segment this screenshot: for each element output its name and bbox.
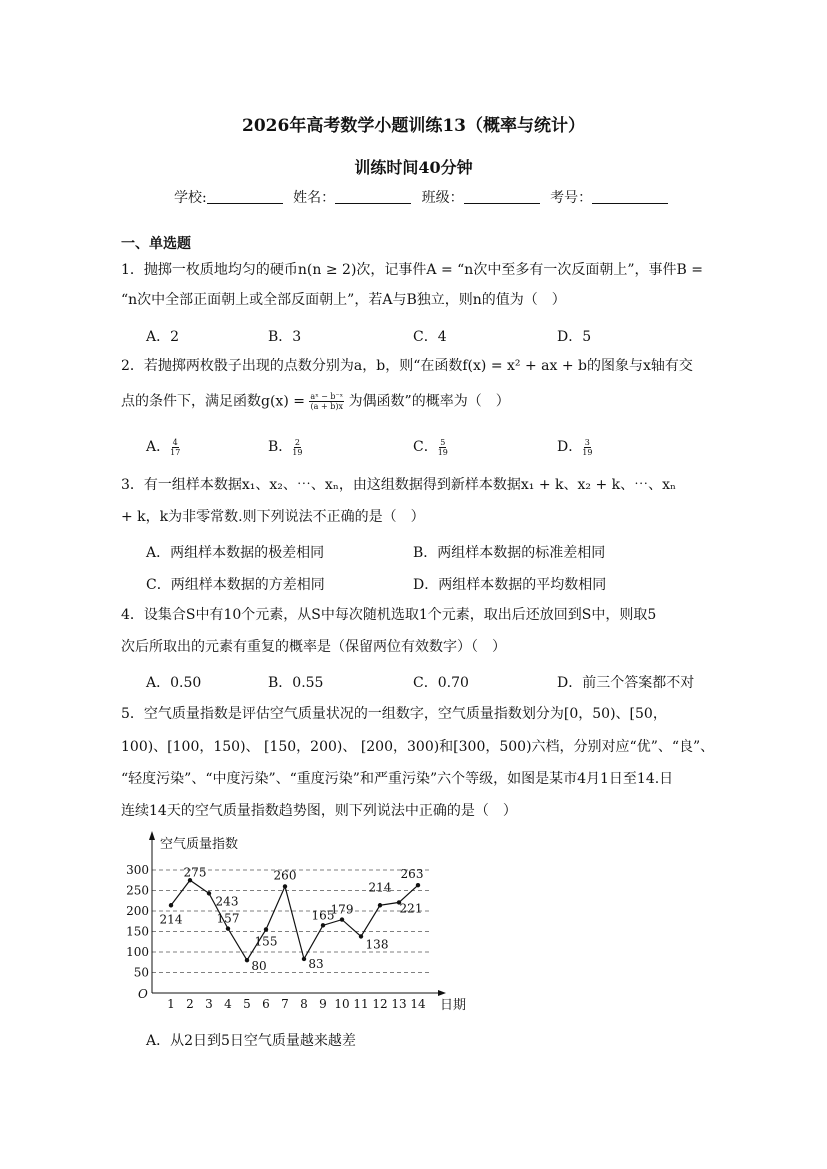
q3-line1: 3．有一组样本数据x₁、x₂、⋯、xₙ，由这组数据得到新样本数据x₁ + k、x₂ + k、⋯、xₙ <box>121 477 677 493</box>
q2-line2-post: 为偶函数”的概率为（ ） <box>348 393 510 410</box>
section-heading: 一、单选题 <box>121 236 191 252</box>
data-label: 80 <box>251 959 267 974</box>
q2-option-b-label: B． <box>268 439 293 455</box>
data-label: 214 <box>368 880 392 895</box>
q2-line1: 2．若抛掷两枚骰子出现的点数分别为a，b，则“在函数f(x) = x² + ax + b的图象与x轴有交 <box>121 358 693 374</box>
data-point <box>416 883 420 887</box>
q1-option-a[interactable]: A．2 <box>146 329 180 345</box>
x-tick-label: 12 <box>372 997 388 1011</box>
q4-option-d[interactable]: D．前三个答案都不对 <box>557 675 695 691</box>
air-quality-chart <box>120 828 480 1018</box>
data-point <box>340 917 344 921</box>
q5-line4: 连续14天的空气质量指数趋势图，则下列说法中正确的是（ ） <box>121 803 517 819</box>
q1-option-d[interactable]: D．5 <box>557 329 592 345</box>
q2-option-c-den: 19 <box>437 447 448 457</box>
y-tick-label: 250 <box>126 883 149 898</box>
q3-line2: + k，k为非零常数.则下列说法不正确的是（ ） <box>121 509 425 525</box>
data-point <box>245 958 249 962</box>
x-tick-label: 2 <box>186 997 194 1011</box>
data-label: 138 <box>365 937 389 952</box>
q1-option-c[interactable]: C．4 <box>413 329 447 345</box>
data-point <box>207 891 211 895</box>
q5-line1: 5．空气质量指数是评估空气质量状况的一组数字，空气质量指数划分为[0，50)、[50， <box>121 706 667 722</box>
name-label: 姓名： <box>293 190 336 206</box>
y-tick-label: 50 <box>133 965 149 980</box>
x-tick-label: 1 <box>167 997 175 1011</box>
y-axis-arrow <box>149 831 155 840</box>
q2-fraction-den: (a + b)x <box>310 402 343 411</box>
data-point <box>169 903 173 907</box>
data-point <box>283 884 287 888</box>
name-blank[interactable] <box>335 189 411 204</box>
data-point <box>359 934 363 938</box>
data-label: 243 <box>215 894 239 909</box>
class-blank[interactable] <box>464 189 540 204</box>
q1-line2: “n次中全部正面朝上或全部反面朝上”，若A与B独立，则n的值为（ ） <box>121 292 566 308</box>
q4-line1: 4．设集合S中有10个元素，从S中每次随机选取1个元素，取出后还放回到S中，则取5 <box>121 607 657 623</box>
q3-option-d[interactable]: D．两组样本数据的平均数相同 <box>413 577 607 593</box>
q2-option-b-frac <box>292 438 302 457</box>
q2-option-a-frac <box>170 438 180 457</box>
q5-line2: 100)、[100，150)、 [150，200)、 [200，300)和[300，500)六档，分别对应“优”、“良”、 <box>121 739 715 755</box>
q2-option-d-label: D． <box>557 439 583 455</box>
q1-line1: 1．抛掷一枚质地均匀的硬币n(n ≥ 2)次，记事件A = “n次中至多有一次反面朝上”，事件B = <box>121 262 703 278</box>
x-tick-label: 3 <box>205 997 213 1011</box>
x-tick-label: 14 <box>410 997 426 1011</box>
q2-fraction-num: aˣ − b⁻ˣ <box>310 392 344 401</box>
x-tick-label: 11 <box>353 997 369 1011</box>
q3-option-c[interactable]: C．两组样本数据的方差相同 <box>146 577 325 593</box>
y-tick-label: 300 <box>126 863 149 877</box>
data-label: 157 <box>216 911 240 926</box>
x-tick-label: 8 <box>300 997 308 1011</box>
q2-option-a-label: A． <box>146 439 171 455</box>
exam-number-blank[interactable] <box>592 189 668 204</box>
x-tick-label: 9 <box>319 997 327 1011</box>
y-axis-title: 空气质量指数 <box>160 837 239 852</box>
x-tick-label: 5 <box>243 997 251 1011</box>
x-axis-title: 日期 <box>440 998 467 1013</box>
q2-option-d-num: 3 <box>584 437 590 447</box>
q2-option-c-label: C． <box>413 439 438 455</box>
data-label: 260 <box>273 868 297 883</box>
data-label: 263 <box>400 867 424 882</box>
data-label: 179 <box>330 902 354 917</box>
school-label: 学校: <box>174 190 207 206</box>
q2-fraction <box>309 392 344 411</box>
x-tick-label: 13 <box>391 997 407 1011</box>
q1-option-b[interactable]: B．3 <box>268 329 302 345</box>
data-point <box>321 923 325 927</box>
page-subtitle: 训练时间40分钟 <box>354 158 473 177</box>
data-point <box>264 927 268 931</box>
info-fields <box>174 189 674 207</box>
data-label: 155 <box>254 934 278 949</box>
page-title: 2026年高考数学小题训练13（概率与统计） <box>242 116 585 136</box>
data-label: 275 <box>183 865 207 880</box>
data-label: 214 <box>159 912 183 927</box>
q2-line2-pre: 点的条件下，满足函数g(x) = <box>121 393 305 410</box>
q2-option-a[interactable] <box>146 436 180 457</box>
x-tick-label: 10 <box>334 997 350 1011</box>
y-tick-label: 150 <box>126 924 149 939</box>
data-label: 221 <box>399 901 423 916</box>
q2-option-c-frac <box>438 438 448 457</box>
y-tick-label: 100 <box>126 945 149 959</box>
q4-option-b[interactable]: B．0.55 <box>268 675 324 691</box>
q2-option-d-den: 19 <box>582 447 593 457</box>
y-tick-label: 200 <box>126 904 149 918</box>
q2-option-a-num: 4 <box>172 437 178 447</box>
q5-option-a[interactable]: A．从2日到5日空气质量越来越差 <box>146 1033 356 1049</box>
data-point <box>226 926 230 930</box>
q2-option-d[interactable] <box>557 436 592 457</box>
data-point <box>302 957 306 961</box>
x-tick-label: 7 <box>281 997 289 1011</box>
origin-label: O <box>138 987 148 1001</box>
data-point <box>378 903 382 907</box>
q3-option-a[interactable]: A．两组样本数据的极差相同 <box>146 545 325 561</box>
data-label: 83 <box>308 956 324 971</box>
exam-number-label: 考号： <box>550 190 593 206</box>
x-axis-arrow <box>438 990 446 996</box>
q2-option-c-num: 5 <box>440 437 446 447</box>
class-label: 班级： <box>421 190 464 206</box>
q4-option-c[interactable]: C．0.70 <box>413 675 469 691</box>
q2-option-c[interactable] <box>413 436 448 457</box>
q2-option-d-frac <box>582 438 592 457</box>
data-label: 165 <box>311 908 335 923</box>
q2-option-b[interactable] <box>268 436 302 457</box>
q2-option-b-den: 19 <box>292 447 303 457</box>
x-tick-label: 6 <box>262 997 270 1011</box>
q2-option-a-den: 17 <box>170 447 181 457</box>
school-blank[interactable] <box>207 189 283 204</box>
q2-option-b-num: 2 <box>294 437 300 447</box>
q3-option-b[interactable]: B．两组样本数据的标准差相同 <box>413 545 606 561</box>
q4-option-a[interactable]: A．0.50 <box>146 675 202 691</box>
q5-line3: “轻度污染”、“中度污染”、“重度污染”和严重污染”六个等级，如图是某市4月1日至14.日 <box>121 771 674 787</box>
q2-line2 <box>121 392 510 411</box>
q4-line2: 次后所取出的元素有重复的概率是（保留两位有效数字）（ ） <box>121 639 506 655</box>
x-tick-label: 4 <box>224 997 232 1011</box>
